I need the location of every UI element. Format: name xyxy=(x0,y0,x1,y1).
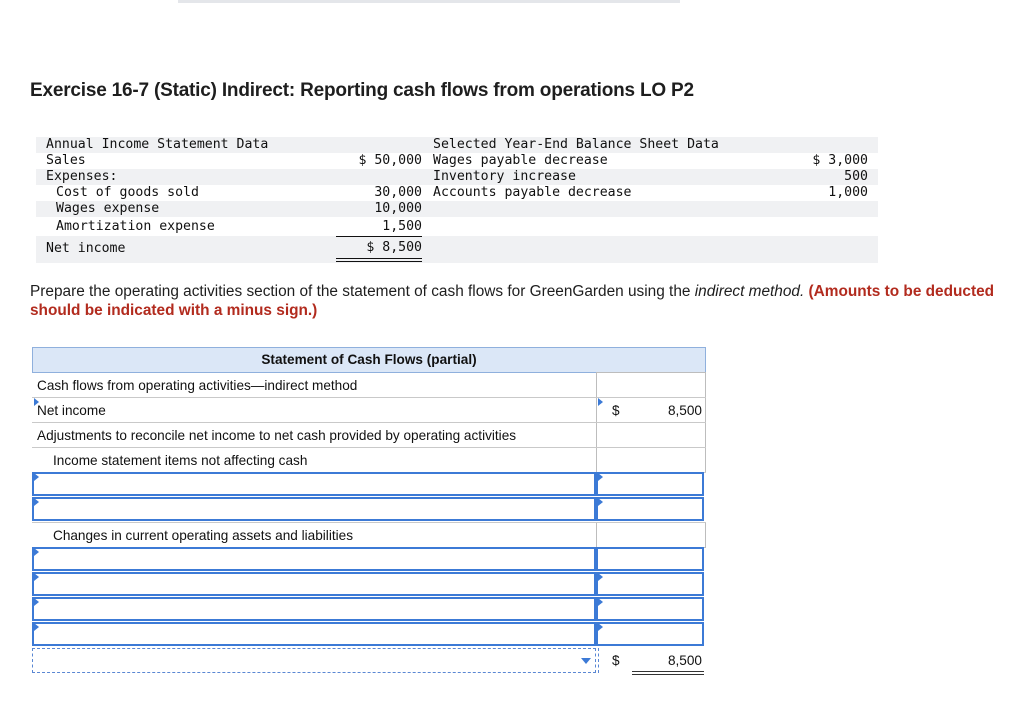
expenses-label: Expenses: xyxy=(46,169,118,184)
balance-sheet-value: $ 3,000 xyxy=(812,153,868,168)
given-data-table xyxy=(36,137,878,263)
adjustments-label: Adjustments to reconcile net income to net cash provided by operating activities xyxy=(37,428,517,443)
line-item-amount-input[interactable] xyxy=(596,597,704,621)
instructions xyxy=(30,282,1024,320)
noncash-items-label: Income statement items not affecting cash xyxy=(53,453,308,468)
row-marker xyxy=(598,573,603,581)
band-row xyxy=(36,201,878,217)
line-item-amount-input[interactable] xyxy=(596,572,704,596)
subtotal-underline xyxy=(336,236,422,237)
instructions-emphasis: indirect method. xyxy=(694,283,805,300)
amount-cell xyxy=(596,447,706,473)
statement-header: Statement of Cash Flows (partial) xyxy=(32,347,706,373)
balance-sheet-label: Inventory increase xyxy=(433,169,576,184)
row-marker xyxy=(598,623,603,631)
balance-sheet-header: Selected Year-End Balance Sheet Data xyxy=(433,137,719,152)
top-scroll-bar xyxy=(178,0,680,3)
row-divider xyxy=(32,422,706,423)
instructions-note: (Amounts to be deducted should be indicated with a minus sign.) xyxy=(30,283,995,319)
line-item-amount-input[interactable] xyxy=(596,472,704,496)
band-row xyxy=(36,236,878,263)
changes-label: Changes in current operating assets and liabilities xyxy=(53,528,353,543)
section-label: Cash flows from operating activities—indirect method xyxy=(37,378,358,393)
row-marker xyxy=(34,623,39,631)
expense-label: Amortization expense xyxy=(56,219,215,234)
total-double-underline xyxy=(632,671,704,675)
row-marker xyxy=(598,498,603,506)
row-marker xyxy=(598,598,603,606)
amount-cell xyxy=(596,522,706,548)
row-divider xyxy=(32,397,706,398)
double-underline xyxy=(336,261,422,262)
row-marker xyxy=(34,598,39,606)
total-amount: 8,500 xyxy=(667,653,702,668)
line-item-description-input[interactable] xyxy=(32,497,596,521)
net-income-amount: 8,500 xyxy=(667,403,702,418)
amount-cell xyxy=(596,422,706,448)
sales-value: $ 50,000 xyxy=(358,153,422,168)
line-item-amount-input[interactable] xyxy=(596,497,704,521)
net-income-row-label: Net income xyxy=(37,403,106,418)
row-marker xyxy=(34,498,39,506)
expense-label: Wages expense xyxy=(56,201,160,216)
instructions-text: Prepare the operating activities section of the statement of cash flows for GreenGarden using the xyxy=(30,283,695,300)
net-income-value: $ 8,500 xyxy=(366,240,422,255)
row-marker xyxy=(598,473,603,481)
expense-value: 30,000 xyxy=(374,185,422,200)
line-item-description-input[interactable] xyxy=(32,572,596,596)
total-label-dropdown[interactable] xyxy=(32,648,596,673)
amount-cell xyxy=(596,372,706,398)
row-marker xyxy=(34,398,39,406)
expense-value: 1,500 xyxy=(382,219,422,234)
balance-sheet-value: 1,000 xyxy=(828,185,868,200)
double-underline xyxy=(336,258,422,259)
income-statement-header: Annual Income Statement Data xyxy=(46,137,269,152)
line-item-description-input[interactable] xyxy=(32,597,596,621)
balance-sheet-value: 500 xyxy=(844,169,868,184)
line-item-description-input[interactable] xyxy=(32,547,596,571)
net-income-currency: $ xyxy=(612,403,620,418)
line-item-description-input[interactable] xyxy=(32,472,596,496)
row-marker xyxy=(598,398,603,406)
chevron-down-icon[interactable] xyxy=(581,658,591,664)
page-title: Exercise 16-7 (Static) Indirect: Reporting cash flows from operations LO P2 xyxy=(30,80,694,101)
line-item-amount-input[interactable] xyxy=(596,622,704,646)
net-income-label: Net income xyxy=(46,241,126,256)
line-item-amount-input[interactable] xyxy=(596,547,704,571)
balance-sheet-label: Accounts payable decrease xyxy=(433,185,632,200)
row-marker xyxy=(34,573,39,581)
row-marker xyxy=(34,473,39,481)
row-divider xyxy=(32,522,706,523)
row-divider xyxy=(32,447,706,448)
balance-sheet-label: Wages payable decrease xyxy=(433,153,608,168)
statement-of-cash-flows xyxy=(32,347,706,675)
expense-value: 10,000 xyxy=(374,201,422,216)
row-marker xyxy=(34,548,39,556)
total-cell-divider xyxy=(598,648,599,673)
total-currency: $ xyxy=(612,653,620,668)
sales-label: Sales xyxy=(46,153,86,168)
line-item-description-input[interactable] xyxy=(32,622,596,646)
expense-label: Cost of goods sold xyxy=(56,185,199,200)
